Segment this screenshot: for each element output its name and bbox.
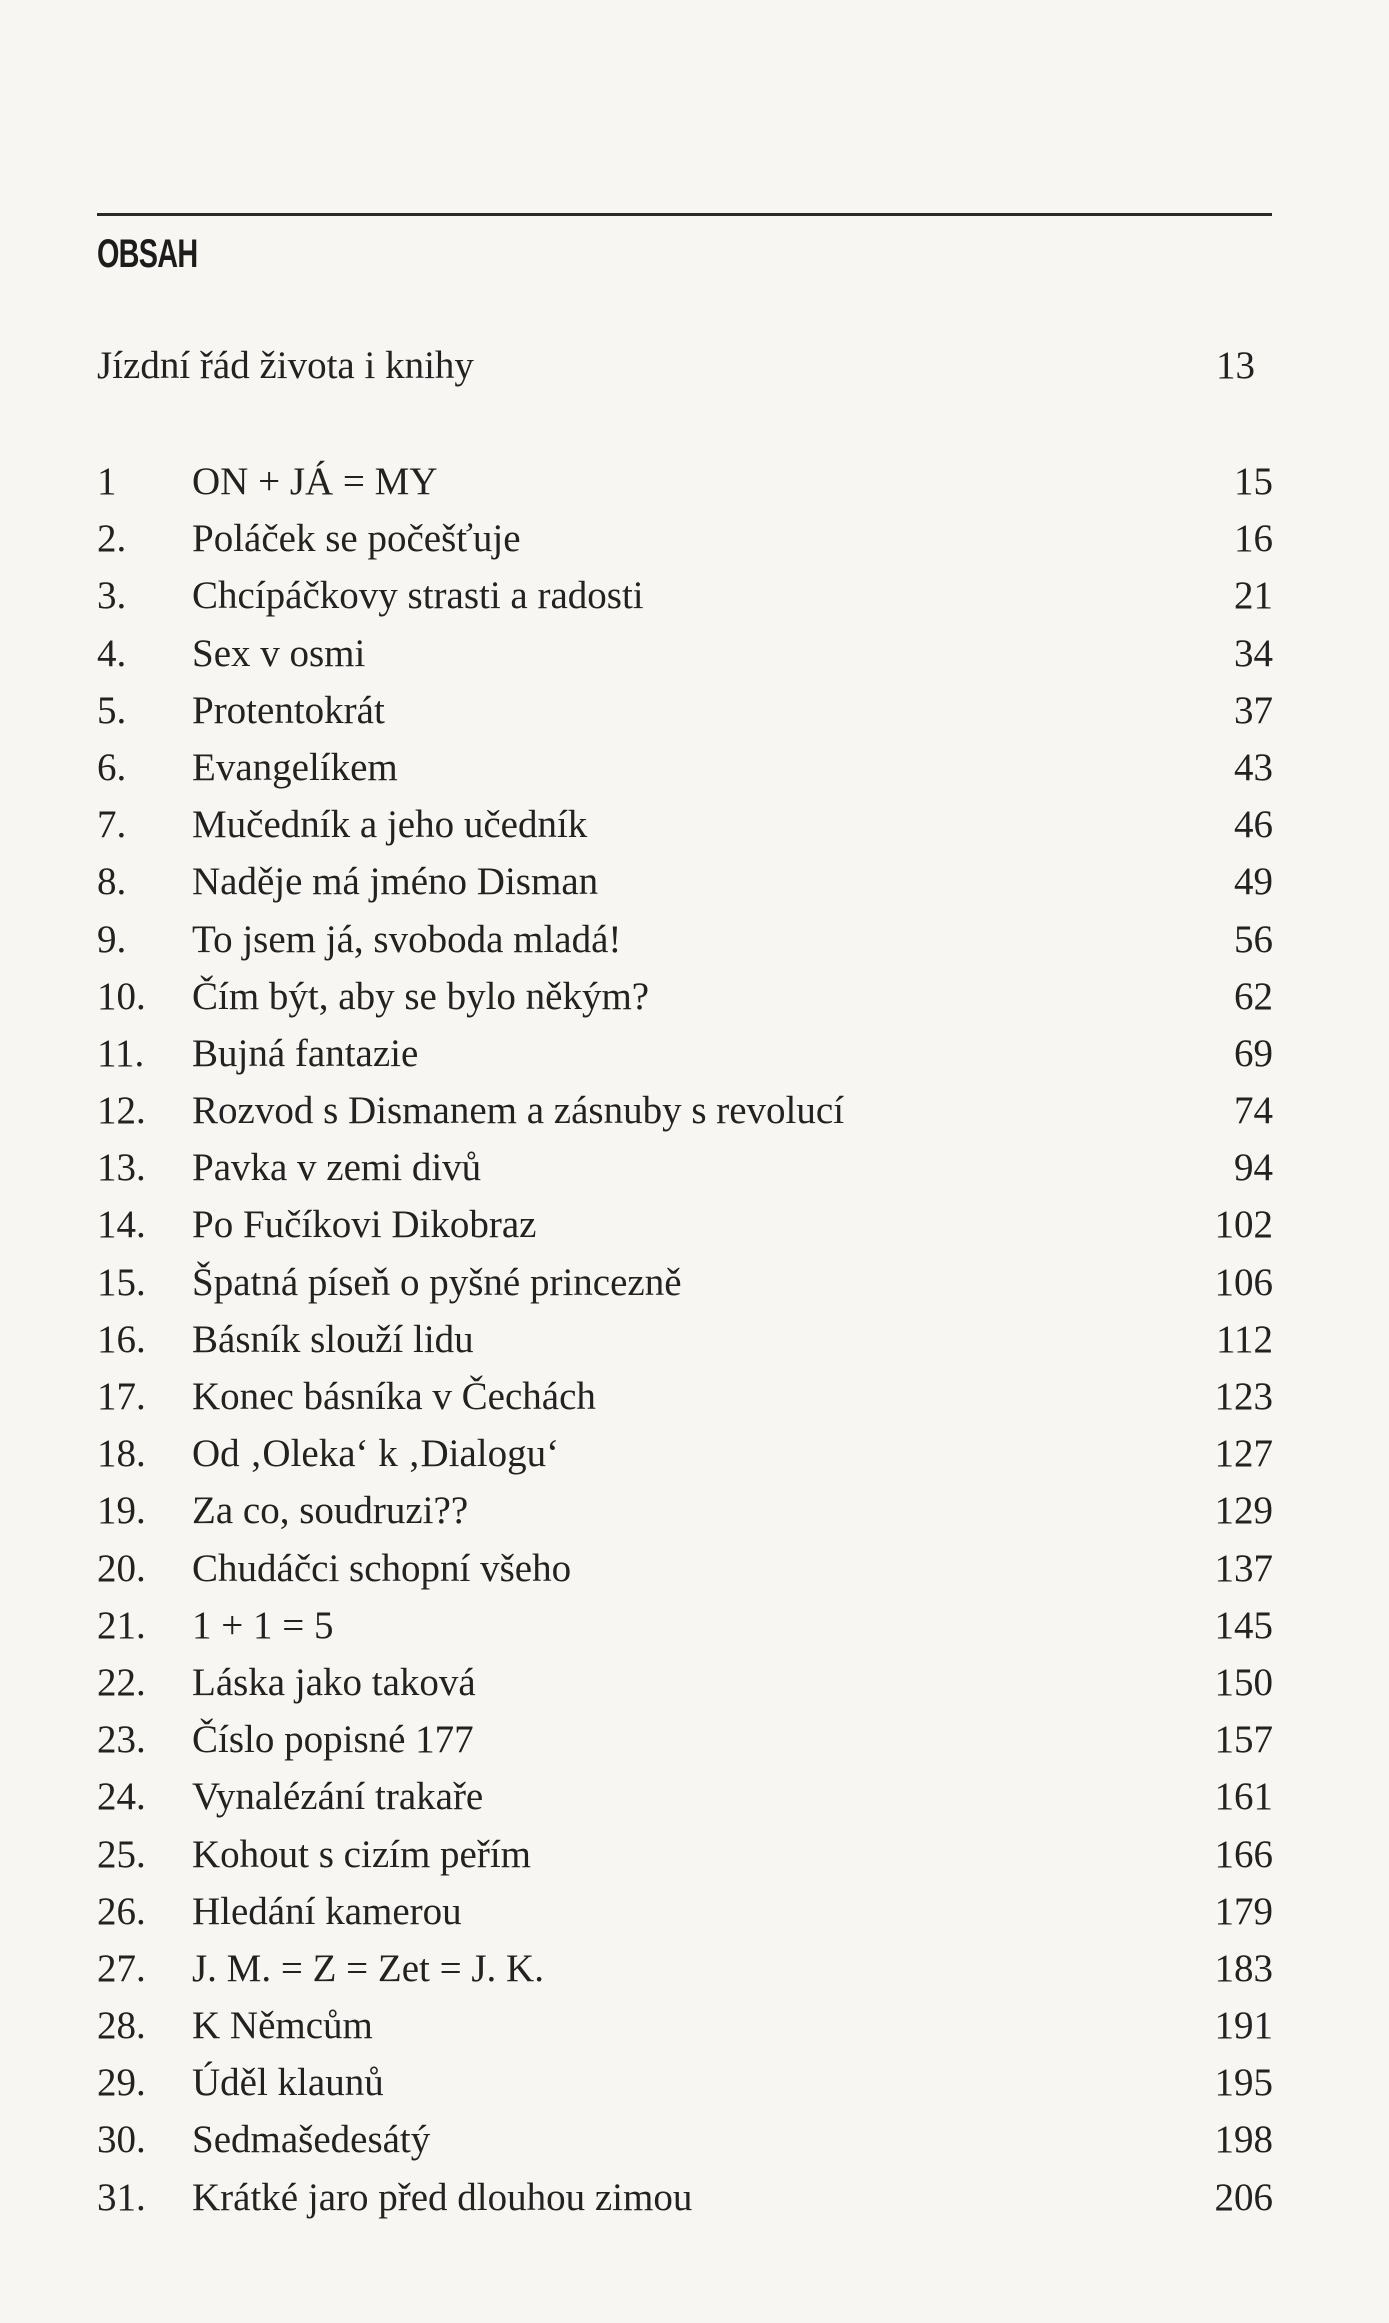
toc-entry-page: 161 — [1214, 1775, 1273, 1819]
toc-entry-number: 28. — [97, 2004, 146, 2048]
toc-entry-title: Číslo popisné 177 — [192, 1718, 474, 1762]
toc-entry-title: Láska jako taková — [192, 1660, 476, 1704]
toc-entry — [97, 911, 1273, 968]
toc-entry-page: 112 — [1215, 1317, 1273, 1361]
toc-entry-page: 94 — [1234, 1146, 1273, 1190]
toc-entry-title: K Němcům — [192, 2004, 373, 2048]
toc-entry-title: Jízdní řád života i knihy — [97, 344, 474, 387]
toc-intro-entry — [97, 338, 1255, 394]
toc-entry-title: Chudáčci schopní všeho — [192, 1546, 572, 1590]
toc-entry-title: Mučedník a jeho učedník — [192, 803, 588, 847]
toc-entry-title: Hledání kamerou — [192, 1889, 462, 1933]
toc-entry — [97, 2169, 1273, 2226]
toc-entry-page: 127 — [1214, 1432, 1273, 1476]
toc-entry — [97, 1883, 1273, 1940]
toc-entry — [97, 853, 1273, 910]
toc-entry-title: Poláček se počešťuje — [192, 517, 521, 561]
toc-entry-title: Konec básníka v Čechách — [192, 1375, 596, 1418]
toc-entry-page: 157 — [1214, 1718, 1273, 1762]
toc-entry-title: Od ‚Oleka‘ k ‚Dialogu‘ — [192, 1432, 560, 1476]
toc-entry-page: 179 — [1214, 1889, 1273, 1933]
toc-entry-page: 206 — [1214, 2175, 1273, 2219]
toc-entry-number: 26. — [97, 1889, 146, 1933]
toc-entry — [97, 1997, 1273, 2054]
toc-entry-page: 15 — [1234, 460, 1273, 503]
toc-entry — [97, 1368, 1273, 1425]
toc-entry-page: 74 — [1234, 1089, 1273, 1133]
toc-entry-title: ON + JÁ = MY — [192, 460, 438, 503]
toc-entry-title: Sex v osmi — [192, 631, 366, 675]
toc-entry-number: 18. — [97, 1432, 146, 1476]
toc-entry — [97, 1139, 1273, 1196]
toc-entry-number: 31. — [97, 2175, 146, 2219]
toc-entry-title: Chcípáčkovy strasti a radosti — [192, 574, 644, 618]
toc-entry-page: 166 — [1214, 1832, 1273, 1876]
toc-entry-page: 106 — [1214, 1260, 1273, 1304]
toc-entry — [97, 1711, 1273, 1768]
toc-entry-title: To jsem já, svoboda mladá! — [192, 917, 622, 961]
toc-entry-page: 123 — [1214, 1375, 1273, 1418]
toc-entry-title: Sedmašedesátý — [192, 2118, 431, 2162]
toc-entry-title: Protentokrát — [192, 688, 385, 732]
toc-entry — [97, 1597, 1273, 1654]
toc-entry-title: 1 + 1 = 5 — [192, 1603, 334, 1647]
toc-entry-page: 195 — [1214, 2061, 1273, 2105]
toc-entry — [97, 1025, 1273, 1082]
toc-entry-title: Krátké jaro před dlouhou zimou — [192, 2175, 693, 2219]
toc-entry-number: 25. — [97, 1832, 146, 1876]
toc-entry-page: 145 — [1214, 1603, 1273, 1647]
toc-entry — [97, 1196, 1273, 1253]
toc-entry-title: Špatná píseň o pyšné princezně — [192, 1260, 682, 1304]
toc-entry-number: 9. — [97, 917, 127, 961]
toc-entry-title: Naděje má jméno Disman — [192, 860, 599, 904]
toc-entry — [97, 682, 1273, 739]
toc-entry — [97, 1082, 1273, 1139]
toc-entry-number: 13. — [97, 1146, 146, 1190]
toc-entry-number: 29. — [97, 2061, 146, 2105]
toc-entry — [97, 739, 1273, 796]
toc-entry-number: 16. — [97, 1317, 146, 1361]
toc-entry-title: Evangelíkem — [192, 745, 398, 789]
toc-entry-number: 5. — [97, 688, 127, 732]
toc-entry — [97, 1940, 1273, 1997]
toc-entry-number: 2. — [97, 517, 127, 561]
toc-entry-number: 7. — [97, 803, 127, 847]
toc-entry-number: 24. — [97, 1775, 146, 1819]
toc-entry-page: 191 — [1214, 2004, 1273, 2048]
toc-entry-number: 14. — [97, 1203, 146, 1247]
toc-entry — [97, 453, 1273, 510]
page-title: OBSAH — [97, 232, 198, 276]
toc-entry-title: Vynalézání trakaře — [192, 1775, 484, 1819]
toc-entry — [97, 1311, 1273, 1368]
toc-entry-number: 1 — [97, 460, 117, 503]
toc-entry — [97, 625, 1273, 682]
toc-entry — [97, 510, 1273, 567]
toc-entry-number: 12. — [97, 1089, 146, 1133]
toc-entry-number: 11. — [97, 1031, 145, 1075]
toc-entry-title: J. M. = Z = Zet = J. K. — [192, 1946, 544, 1990]
toc-entry-title: Pavka v zemi divů — [192, 1146, 482, 1190]
toc-entry-title: Čím být, aby se bylo někým? — [192, 974, 650, 1018]
toc-entry-number: 30. — [97, 2118, 146, 2162]
toc-entry — [97, 1254, 1273, 1311]
toc-entry-page: 49 — [1234, 860, 1273, 904]
toc-entry-number: 4. — [97, 631, 127, 675]
toc-entry-page: 46 — [1234, 803, 1273, 847]
toc-entry-page: 13 — [1216, 344, 1255, 387]
toc-entry — [97, 1425, 1273, 1482]
toc-entry-title: Básník slouží lidu — [192, 1317, 474, 1361]
toc-entry-number: 6. — [97, 745, 127, 789]
toc-entry-page: 56 — [1234, 917, 1273, 961]
toc-entry-number: 22. — [97, 1660, 146, 1704]
toc-entry — [97, 2111, 1273, 2168]
toc-entry-page: 198 — [1214, 2118, 1273, 2162]
toc-entry-page: 43 — [1234, 745, 1273, 789]
toc-entry — [97, 1768, 1273, 1825]
toc-entry-page: 129 — [1214, 1489, 1273, 1533]
toc-entry-page: 62 — [1234, 974, 1273, 1018]
toc-entry-number: 3. — [97, 574, 127, 618]
toc-entry-page: 21 — [1234, 574, 1273, 618]
heading-rule — [97, 213, 1272, 216]
toc-entry-number: 21. — [97, 1603, 146, 1647]
toc-entry-number: 20. — [97, 1546, 146, 1590]
toc-entry-number: 19. — [97, 1489, 146, 1533]
toc-entry-page: 34 — [1234, 631, 1273, 675]
toc-entry-number: 17. — [97, 1375, 146, 1418]
toc-entry-title: Rozvod s Dismanem a zásnuby s revolucí — [192, 1089, 845, 1133]
toc-entry-number: 27. — [97, 1946, 146, 1990]
toc-entry — [97, 796, 1273, 853]
toc-entry — [97, 1654, 1273, 1711]
toc-entry-number: 23. — [97, 1718, 146, 1762]
toc-entry-title: Za co, soudruzi?? — [192, 1489, 469, 1533]
toc-entry-number: 10. — [97, 974, 146, 1018]
toc-entry — [97, 968, 1273, 1025]
toc-entry-page: 37 — [1234, 688, 1273, 732]
toc-entry — [97, 1540, 1273, 1597]
toc-entry-page: 183 — [1214, 1946, 1273, 1990]
toc-entry-page: 137 — [1214, 1546, 1273, 1590]
toc-entry-title: Bujná fantazie — [192, 1031, 419, 1075]
toc-entry-number: 15. — [97, 1260, 146, 1304]
toc-entry — [97, 567, 1273, 624]
toc-entry-page: 69 — [1234, 1031, 1273, 1075]
toc-entry-title: Po Fučíkovi Dikobraz — [192, 1203, 537, 1247]
toc-entry-title: Úděl klaunů — [192, 2061, 384, 2105]
toc-entry — [97, 1826, 1273, 1883]
toc-entry — [97, 1482, 1273, 1539]
toc-entry-page: 16 — [1234, 517, 1273, 561]
toc-entry-page: 102 — [1214, 1203, 1273, 1247]
table-of-contents — [97, 453, 1273, 2226]
toc-entry-title: Kohout s cizím peřím — [192, 1832, 532, 1876]
toc-entry-page: 150 — [1214, 1660, 1273, 1704]
toc-entry — [97, 2054, 1273, 2111]
toc-entry-number: 8. — [97, 860, 127, 904]
